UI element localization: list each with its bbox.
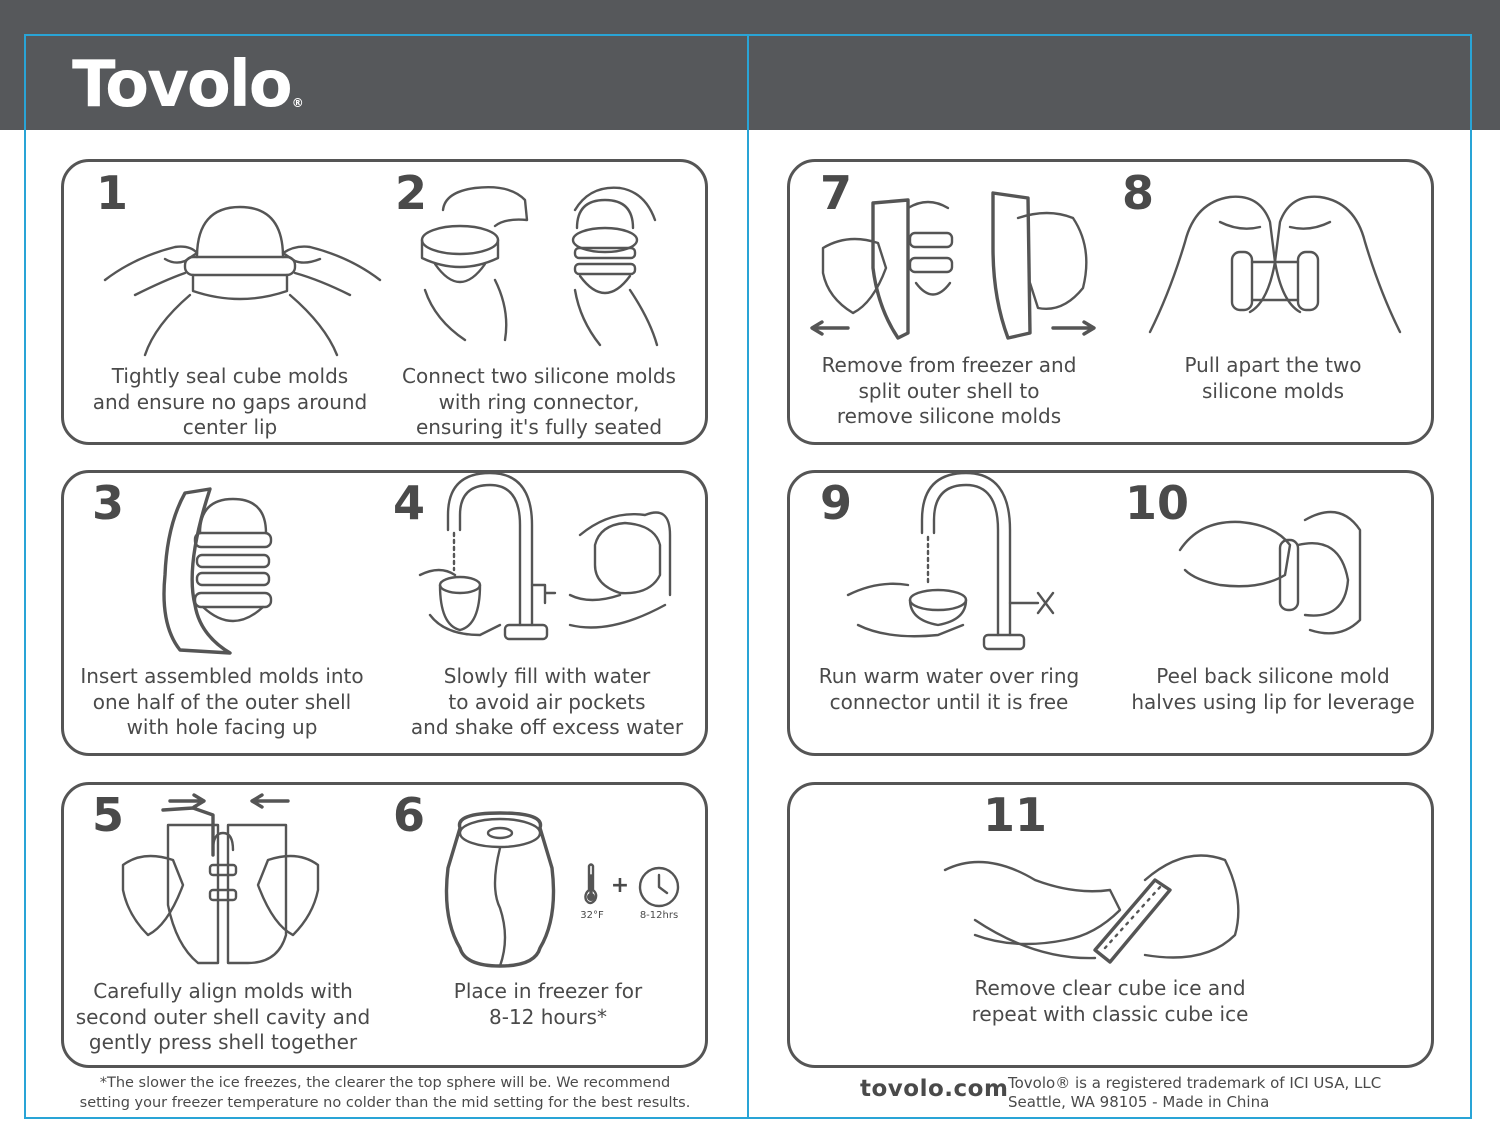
step-caption-5: Carefully align molds with second outer shell cavity and gently press shell together <box>75 979 371 1054</box>
step-number-4: 4 <box>393 476 426 530</box>
faucet-warm-icon <box>848 485 1063 655</box>
step-number-10: 10 <box>1125 476 1190 530</box>
pull-molds-icon <box>1150 182 1400 347</box>
freezer-shell-icon <box>440 808 560 970</box>
step-caption-7: Remove from freezer and split outer shell to remove silicone molds <box>821 353 1077 428</box>
silicone-molds-sealed-icon <box>105 195 380 355</box>
tovolo-logo: Tovolo® <box>72 48 302 122</box>
step-caption-11: Remove clear cube ice and repeat with classic cube ice <box>971 976 1249 1026</box>
footnote: *The slower the ice freezes, the clearer the top sphere will be. We recommend setting your freezer temperature no colder than the mid setting for the best results. <box>79 1075 691 1111</box>
step-number-9: 9 <box>820 476 853 530</box>
legal-text: Tovolo® is a registered trademark of ICI USA, LLC Seattle, WA 98105 - Made in China <box>1008 1074 1382 1111</box>
freezer-time-label: 8-12hrs <box>639 910 679 921</box>
press-shell-icon <box>118 795 323 965</box>
step-caption-9: Run warm water over ring connector until it is free <box>818 664 1080 714</box>
step-number-6: 6 <box>393 788 426 842</box>
ring-connector-icon <box>415 180 665 350</box>
freezer-temp-label: 32°F <box>580 910 604 921</box>
step-caption-4: Slowly fill with water to avoid air pockets and shake off excess water <box>410 664 684 739</box>
step-number-7: 7 <box>820 166 853 220</box>
website-link[interactable]: tovolo.com <box>860 1076 1009 1102</box>
step-number-3: 3 <box>92 476 125 530</box>
step-number-8: 8 <box>1122 166 1155 220</box>
step-caption-1: Tightly seal cube molds and ensure no gaps around center lip <box>92 364 368 439</box>
peel-mold-icon <box>1180 490 1360 645</box>
freezer-plus-label: + <box>610 873 630 898</box>
step-number-2: 2 <box>395 166 428 220</box>
step-caption-10: Peel back silicone mold halves using lip for leverage <box>1131 664 1415 714</box>
step-caption-6: Place in freezer for 8-12 hours* <box>453 979 643 1029</box>
step-caption-3: Insert assembled molds into one half of the outer shell with hole facing up <box>80 664 364 739</box>
remove-ice-icon <box>945 840 1250 970</box>
split-shell-icon <box>808 188 1103 343</box>
molds-in-shell-icon <box>155 485 275 655</box>
step-caption-2: Connect two silicone molds with ring connector, ensuring it's fully seated <box>402 364 676 439</box>
faucet-fill-icon <box>420 485 675 660</box>
thermometer-icon <box>582 862 602 912</box>
step-number-5: 5 <box>92 788 125 842</box>
column-divider <box>747 34 749 1119</box>
step-number-11: 11 <box>983 788 1048 842</box>
step-number-1: 1 <box>96 166 129 220</box>
step-caption-8: Pull apart the two silicone molds <box>1184 353 1362 403</box>
clock-icon <box>638 866 680 908</box>
